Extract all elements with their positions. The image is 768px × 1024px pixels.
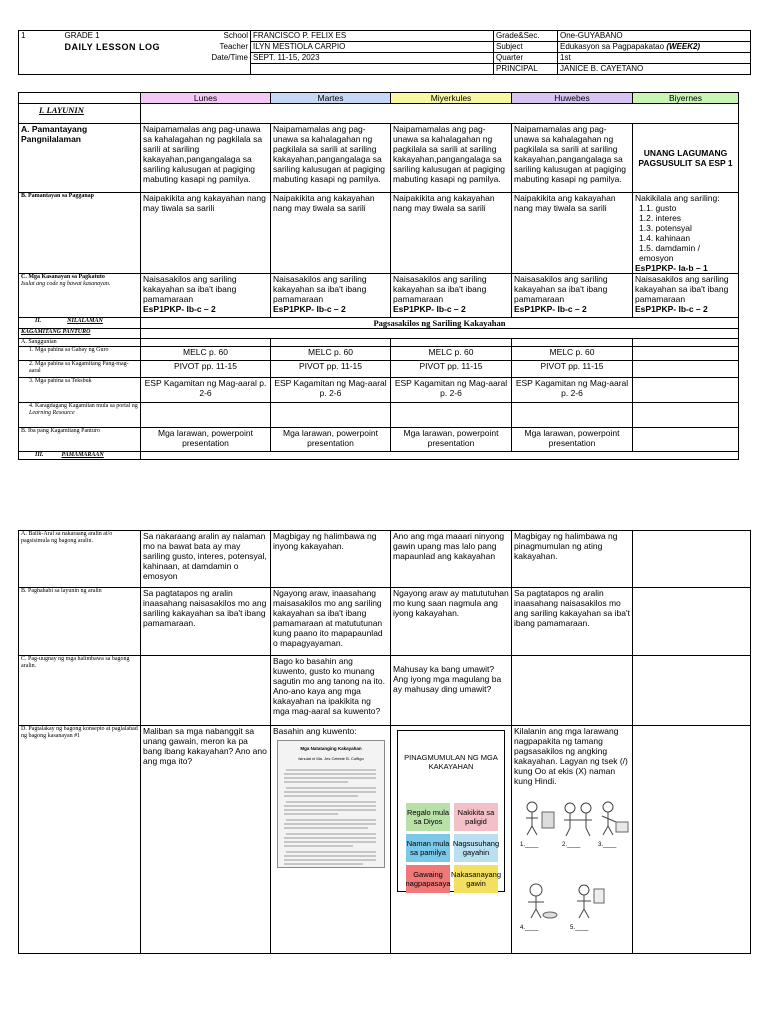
- date-value: SEPT. 11-15, 2023: [251, 53, 494, 64]
- paghahabi-lunes: Sa pagtatapos ng aralin inaasahang naisasakilos mo ang sariling kakayahan sa iba't ibang pamamaraan.: [141, 588, 271, 656]
- school-value: FRANCISCO P. FELIX ES: [251, 31, 494, 42]
- balik-aral-huwebes: Magbigay ng halimbawa ng pinagmumulan ng ating kakayahan.: [512, 531, 633, 588]
- learning-resource-label: 4. Karagdagang Kagamitan mula sa portal ng Learning Resource: [19, 403, 141, 428]
- pagtalakay-lunes: Maliban sa mga nabanggit sa unang gawain, meron ka pa bang ibang kakayahan? Ano ano ang mga ito?: [141, 726, 271, 954]
- principal-label: PRINCIPAL: [494, 64, 558, 75]
- r2-martes: PIVOT pp. 11-15: [271, 361, 391, 378]
- fig-num-2: 2.____: [562, 842, 581, 848]
- principal-value: JANICE B. CAYETANO: [558, 64, 751, 75]
- balik-aral-miyerkules: Ano ang mga maaari ninyong gawin upang mas lalo pang mapaunlad ang kakayahan: [391, 531, 512, 588]
- layunin-heading: I. LAYUNIN: [19, 104, 141, 124]
- pinagmumulan-title: PINAGMUMULAN NG MGA KAKAYAHAN: [404, 753, 498, 771]
- pagtalakay-huwebes: Kilalanin ang mga larawang nagpapakita ng tamang pagsasakilos ng angking kakayahan. Lagyan ng tsek (/) kung Oo at ekis (X) naman kung Hindi. 1.____ 2.____ 3.____ 4.____ 5.____: [512, 726, 633, 954]
- story-text-lines: [278, 764, 384, 874]
- figure-4: [516, 881, 560, 921]
- c-miyerkules: Naisasakilos ang sariling kakayahan sa iba't ibang pamamaraan EsP1PKP- Ib-c – 2: [391, 274, 512, 318]
- day-lunes: Lunes: [141, 93, 271, 104]
- r1-martes: MELC p. 60: [271, 347, 391, 361]
- b-biyernes: Nakikilala ang sariling: 1.1. gusto 1.2. interes 1.3. potensyal 1.4. kahinaan 1.5. damdamin / emosyon EsP1PKP- Ia-b – 1: [633, 193, 739, 274]
- tile-nakikita: Nakikita sa paligid: [454, 803, 498, 831]
- nilalaman-value: Pagsasakilos ng Sariling Kakayahan: [141, 318, 739, 329]
- a-lunes: Naipamamalas ang pag-unawa sa kahalagahan ng pagkilala sa sarili at sariling kakayahan,pangangalaga sa sariling kalusugan at pagiging mabuting kasapi ng pamilya.: [141, 124, 271, 193]
- pamamaraan-label: III. PAMAMARAAN: [19, 452, 141, 460]
- r1-lunes: MELC p. 60: [141, 347, 271, 361]
- r2-lunes: PIVOT pp. 11-15: [141, 361, 271, 378]
- date-label: Date/Time: [167, 53, 251, 64]
- b-miyerkules: Naipakikita ang kakayahan nang may tiwala sa sarili: [391, 193, 512, 274]
- rb-miyerkules: Mga larawan, powerpoint presentation: [391, 428, 512, 452]
- r3-huwebes: ESP Kagamitan ng Mag-aaral p. 2-6: [512, 378, 633, 403]
- rb-martes: Mga larawan, powerpoint presentation: [271, 428, 391, 452]
- pag-uugnay-label: C. Pag-uugnay ng mga halimbawa sa bagong aralin.: [19, 656, 141, 726]
- sanggunian-label: A. Sanggunian: [19, 339, 141, 347]
- paghahabi-martes: Ngayong araw, inaasahang maisasakilos mo ang sariling kakayahan sa iba't ibang pamamaraan at matututunan kung paano ito mapapaunlad o mapagyayaman.: [271, 588, 391, 656]
- pagtalakay-miyerkules: [391, 726, 512, 954]
- b-lunes: Naipakikita ang kakayahan nang may tiwala sa sarili: [141, 193, 271, 274]
- r3-lunes: ESP Kagamitan ng Mag-aaral p. 2-6: [141, 378, 271, 403]
- figure-3: [590, 798, 633, 838]
- paghahabi-huwebes: Sa pagtatapos ng aralin inaasahang naisasakilos mo ang sariling kakayahan sa iba't ibang pamamaraan.: [512, 588, 633, 656]
- balik-aral-martes: Magbigay ng halimbawa ng inyong kakayahan.: [271, 531, 391, 588]
- grade-section-value: One-GUYABANO: [558, 31, 751, 42]
- pagtalakay-martes: Basahin ang kuwento: Mga Natatanging Kakayahan Isinulat ni Ma. Jes Celeste B. Cuftigo: [271, 726, 391, 954]
- pamantayan-sa-pagganap-label: B. Pamantayan sa Pagganap: [19, 193, 141, 274]
- a-miyerkules: Naipamamalas ang pag-unawa sa kahalagahan ng pagkilala sa sarili at sariling kakayahan,pangangalaga sa sariling kalusugan at pagiging mabuting kasapi ng pamilya.: [391, 124, 512, 193]
- tile-regalo: Regalo mula sa Diyos: [406, 803, 450, 831]
- document-title: DAILY LESSON LOG: [64, 41, 161, 52]
- nilalaman-label: II. NILALAMAN: [19, 318, 141, 329]
- fig-num-5: 5.____: [570, 925, 589, 931]
- kagamitang-panturo-label: KAGAMITANG PANTURO: [19, 329, 141, 339]
- tile-namana: Naman mula sa pamilya: [406, 834, 450, 862]
- balik-aral-lunes: Sa nakaraang aralin ay nalaman mo na bawat bata ay may sariling gusto, interes, potensyal, kahinaan, at damdamin o emosyon: [141, 531, 271, 588]
- header-block: [18, 30, 751, 75]
- b-martes: Naipakikita ang kakayahan nang may tiwala sa sarili: [271, 193, 391, 274]
- a-huwebes: Naipamamalas ang pag-unawa sa kahalagahan ng pagkilala sa sarili at sariling kakayahan,pangangalaga sa sariling kalusugan at pagiging mabuting kasapi ng pamilya.: [512, 124, 633, 193]
- story-image: Mga Natatanging Kakayahan Isinulat ni Ma. Jes Celeste B. Cuftigo: [277, 740, 385, 868]
- quarter-label: Quarter: [494, 53, 558, 64]
- paghahabi-miyerkules: Ngayong araw ay matututuhan mo kung saan nagmula ang iyong kakayahan.: [391, 588, 512, 656]
- day-huwebes: Huwebes: [512, 93, 633, 104]
- r3-martes: ESP Kagamitan ng Mag-aaral p. 2-6: [271, 378, 391, 403]
- school-label: School: [167, 31, 251, 42]
- c-biyernes: Naisasakilos ang sariling kakayahan sa iba't ibang pamamaraan EsP1PKP- Ib-c – 2: [633, 274, 739, 318]
- rb-lunes: Mga larawan, powerpoint presentation: [141, 428, 271, 452]
- fig-num-1: 1.____: [520, 842, 539, 848]
- pag-uugnay-miyerkules: Mahusay ka bang umawit? Ang iyong mga magulang ba ay mahusay ding umawit?: [391, 656, 512, 726]
- c-huwebes: Naisasakilos ang sariling kakayahan sa iba't ibang pamamaraan EsP1PKP- Ib-c – 2: [512, 274, 633, 318]
- c-lunes: Naisasakilos ang sariling kakayahan sa iba't ibang pamamaraan EsP1PKP- Ib-c – 2: [141, 274, 271, 318]
- header-num: 1: [19, 31, 63, 42]
- fig-num-4: 4.____: [520, 925, 539, 931]
- fig-num-3: 3.____: [598, 842, 617, 848]
- c-martes: Naisasakilos ang sariling kakayahan sa iba't ibang pamamaraan EsP1PKP- Ib-c – 2: [271, 274, 391, 318]
- quarter-value: 1st: [558, 53, 751, 64]
- pagtalakay-label: D. Pagtalakay ng bagong konsepto at paglalahad ng bagong kasanayan #1: [19, 726, 141, 954]
- grade-label: GRADE 1: [63, 31, 167, 42]
- rb-huwebes: Mga larawan, powerpoint presentation: [512, 428, 633, 452]
- teacher-label: Teacher: [167, 42, 251, 53]
- grade-section-label: Grade&Sec.: [494, 31, 558, 42]
- b-huwebes: Naipakikita ang kakayahan nang may tiwala sa sarili: [512, 193, 633, 274]
- lesson-table: [18, 92, 739, 460]
- kagamitang-mag-aaral-label: 2. Mga pahina sa Kagamitang Pang-mag-aaral: [19, 361, 141, 378]
- kasanayan-label: C. Mga Kasanayan sa Pagkatuto Isulat ang code ng bawat kasanayan.: [19, 274, 141, 318]
- day-miyerkules: Miyerkules: [391, 93, 512, 104]
- r2-miyerkules: PIVOT pp. 11-15: [391, 361, 512, 378]
- pamantayang-pangnilalaman-label: A. Pamantayang Pangnilalaman: [19, 124, 141, 193]
- iba-pang-kagamitan-label: B. Iba pang Kagamitang Panturo: [19, 428, 141, 452]
- procedure-table: [18, 530, 751, 954]
- pag-uugnay-martes: Bago ko basahin ang kuwento, gusto ko munang sagutin mo ang tanong na ito. Ano-ano kaya ang mga kakayahan na ipakikita ng mga mag-aaral sa kuwento?: [271, 656, 391, 726]
- subject-value: Edukasyon sa Pagpapakatao (WEEK2): [558, 42, 751, 53]
- a-biyernes: UNANG LAGUMANG PAGSUSULIT SA ESP 1: [633, 124, 739, 193]
- subject-label: Subject: [494, 42, 558, 53]
- teksbuk-label: 3. Mga pahina sa Teksbuk: [19, 378, 141, 403]
- r1-huwebes: MELC p. 60: [512, 347, 633, 361]
- r1-miyerkules: MELC p. 60: [391, 347, 512, 361]
- tile-nagsusuhang: Nagsusuhang gayahin: [454, 834, 498, 862]
- figure-5: [566, 881, 610, 921]
- r3-miyerkules: ESP Kagamitan ng Mag-aaral p. 2-6: [391, 378, 512, 403]
- tile-nakasanayang: Nakasanayang gawin: [454, 865, 498, 893]
- figure-1: [516, 798, 560, 838]
- pinagmumulan-sheet: [397, 730, 505, 892]
- a-martes: Naipamamalas ang pag-unawa sa kahalagahan ng pagkilala sa sarili at sariling kakayahan,pangangalaga sa sariling kalusugan at pagiging mabuting kasapi ng pamilya.: [271, 124, 391, 193]
- day-martes: Martes: [271, 93, 391, 104]
- tile-gawaing: Gawaing nagpapasaya: [406, 865, 450, 893]
- gabay-guro-label: 1. Mga pahina sa Gabay ng Guro: [19, 347, 141, 361]
- teacher-value: ILYN MESTIOLA CARPIO: [251, 42, 494, 53]
- day-biyernes: Biyernes: [633, 93, 739, 104]
- r2-huwebes: PIVOT pp. 11-15: [512, 361, 633, 378]
- balik-aral-label: A. Balik-Aral sa nakaraang aralin at/o pagsisimula ng bagong aralin.: [19, 531, 141, 588]
- paghahabi-label: B. Paghahabi sa layunin ng aralin: [19, 588, 141, 656]
